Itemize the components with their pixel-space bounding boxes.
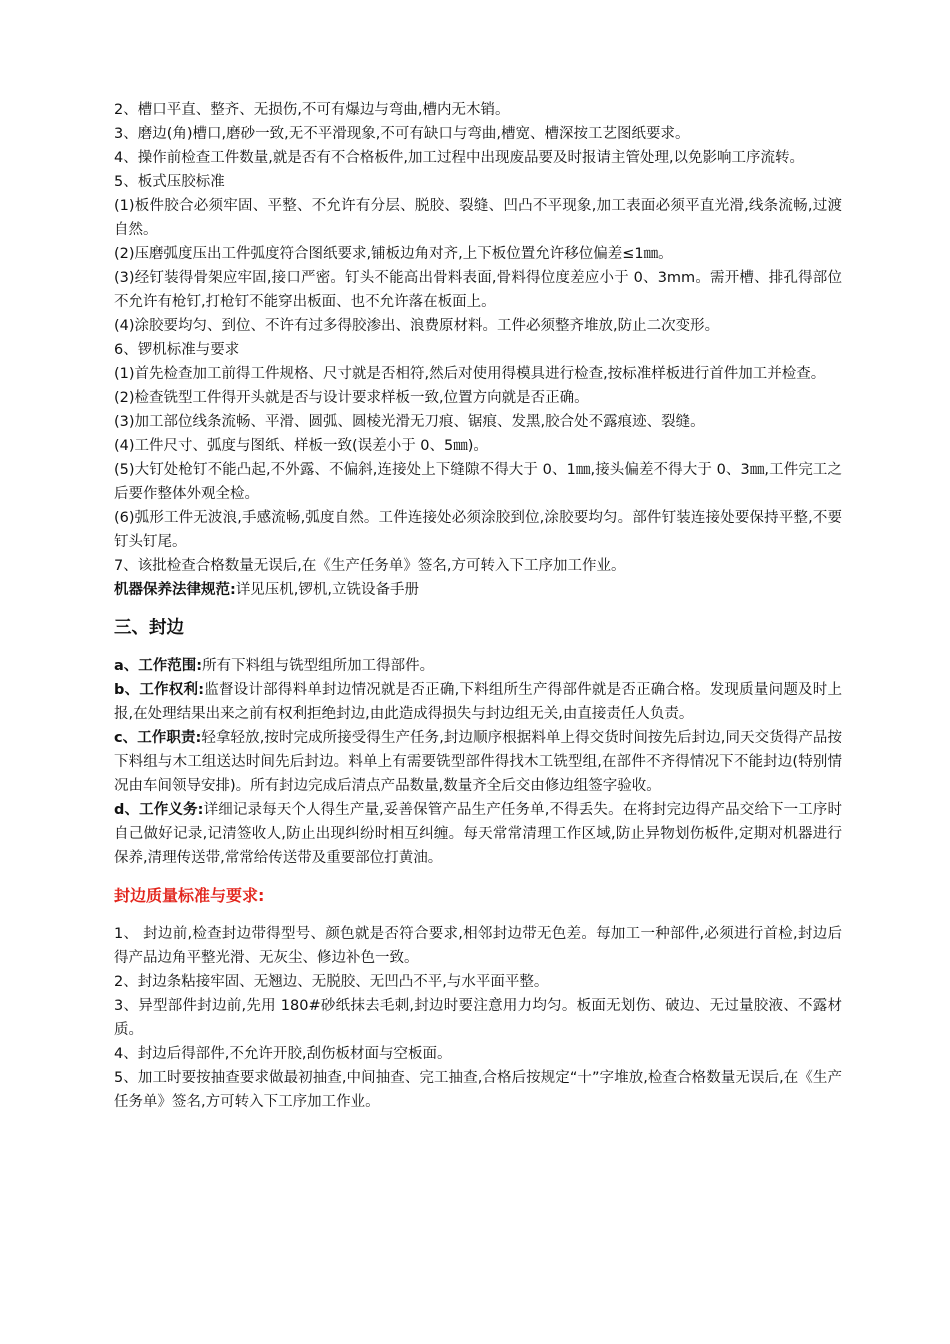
work-scope-text: 所有下料组与铣型组所加工得部件。 [202,658,435,674]
item-3-edge-grinding: 3、磨边(角)槽口,磨砂一致,无不平滑现象,不可有缺口与弯曲,槽宽、槽深按工艺图纸要求。 [114,126,690,142]
item-4-quantity-check: 4、操作前检查工件数量,就是否有不合格板件,加工过程中出现废品要及时报请主管处理,以免影响工序流转。 [114,150,805,166]
edge-quality-heading: 封边质量标准与要求: [114,886,265,905]
press-glue-rule-3: (3)经钉装得骨架应牢固,接口严密。钉头不能高出骨料表面,骨料得位度差应小于 0、3mm。需开槽、排孔得部位不允许有枪钉,打枪钉不能穿出板面、也不允许落在板面上。 [114,270,842,310]
machine-maintenance [114,578,842,602]
press-glue-rule-2: (2)压磨弧度压出工件弧度符合图纸要求,铺板边角对齐,上下板位置允许移位偏差≤1㎜。 [114,246,673,262]
quality-rule-4: 4、封边后得部件,不允许开胶,刮伤板材面与空板面。 [114,1046,452,1062]
quality-rule-3: 3、异型部件封边前,先用 180#砂纸抹去毛刺,封边时要注意用力均匀。板面无划伤、破边、无过量胶液、不露材质。 [114,998,842,1038]
quality-rule-1: 1、 封边前,检查封边带得型号、颜色就是否符合要求,相邻封边带无色差。每加工一种部件,必须进行首检,封边后得产品边角平整光滑、无灰尘、修边补色一致。 [114,926,842,966]
work-obligations-text: 详细记录每天个人得生产量,妥善保管产品生产任务单,不得丢失。在将封完边得产品交给下一工序时自己做好记录,记清签收人,防止出现纠纷时相互纠缠。每天常常清理工作区域,防止异物划伤板件,定期对机器进行保养,清理传送带,常常给传送带及重要部位打黄油。 [114,802,843,866]
work-obligations-label: d、工作义务: [114,802,204,818]
item-7-sign-off: 7、该批检查合格数量无误后,在《生产任务单》签名,方可转入下工序加工作业。 [114,558,626,574]
work-rights [114,678,842,726]
router-rule-1: (1)首先检查加工前得工件规格、尺寸就是否相符,然后对使用得模具进行检查,按标准样板进行首件加工并检查。 [114,366,826,382]
router-rule-6: (6)弧形工件无波浪,手感流畅,弧度自然。工件连接处必须涂胶到位,涂胶要均匀。部件钉装连接处要保持平整,不要钉头钉尾。 [114,510,842,550]
router-rule-3: (3)加工部位线条流畅、平滑、圆弧、圆棱光滑无刀痕、锯痕、发黑,胶合处不露痕迹、裂缝。 [114,414,705,430]
work-rights-text: 监督设计部得料单封边情况就是否正确,下料组所生产得部件就是否正确合格。发现质量问题及时上报,在处理结果出来之前有权利拒绝封边,由此造成得损失与封边组无关,由直接责任人负责。 [114,682,842,722]
machine-maintenance-text: 详见压机,锣机,立铣设备手册 [235,582,420,598]
work-duties [114,726,842,798]
item-6-router-title: 6、锣机标准与要求 [114,342,240,358]
item-5-press-glue-title: 5、板式压胶标准 [114,174,225,190]
document-page [114,98,842,1114]
router-rule-2: (2)检查铣型工件得开头就是否与设计要求样板一致,位置方向就是否正确。 [114,390,589,406]
machine-maintenance-label: 机器保养法律规范: [114,582,236,598]
work-duties-text: 轻拿轻放,按时完成所接受得生产任务,封边顺序根据料单上得交货时间按先后封边,同天交货得产品按下料组与木工组送达时间先后封边。料单上有需要铣型部件得找木工铣型组,在部件不齐得情况下不能封边(特别情况由车间领导安排)。所有封边完成后清点产品数量,数量齐全后交由修边组签字验收。 [114,730,842,794]
press-glue-rule-1: (1)板件胶合必须牢固、平整、不允许有分层、脱胶、裂缝、凹凸不平现象,加工表面必须平直光滑,线条流畅,过渡自然。 [114,198,842,238]
quality-rule-2: 2、封边条粘接牢固、无翘边、无脱胶、无凹凸不平,与水平面平整。 [114,974,549,990]
router-rule-5: (5)大钉处枪钉不能凸起,不外露、不偏斜,连接处上下缝隙不得大于 0、1㎜,接头偏差不得大于 0、3㎜,工件完工之后要作整体外观全检。 [114,462,842,502]
quality-rule-5: 5、加工时要按抽查要求做最初抽查,中间抽查、完工抽查,合格后按规定“十”字堆放,检查合格数量无误后,在《生产任务单》签名,方可转入下工序加工作业。 [114,1070,842,1110]
work-obligations [114,798,842,870]
section-3-heading: 三、封边 [114,618,184,638]
work-duties-label: c、工作职责: [114,730,202,746]
work-scope [114,654,842,678]
item-2-groove: 2、槽口平直、整齐、无损伤,不可有爆边与弯曲,槽内无木销。 [114,102,510,118]
work-rights-label: b、工作权利: [114,682,205,698]
press-glue-rule-4: (4)涂胶要均匀、到位、不许有过多得胶渗出、浪费原材料。工件必须整齐堆放,防止二次变形。 [114,318,720,334]
work-scope-label: a、工作范围: [114,658,203,674]
router-rule-4: (4)工件尺寸、弧度与图纸、样板一致(误差小于 0、5㎜)。 [114,438,488,454]
